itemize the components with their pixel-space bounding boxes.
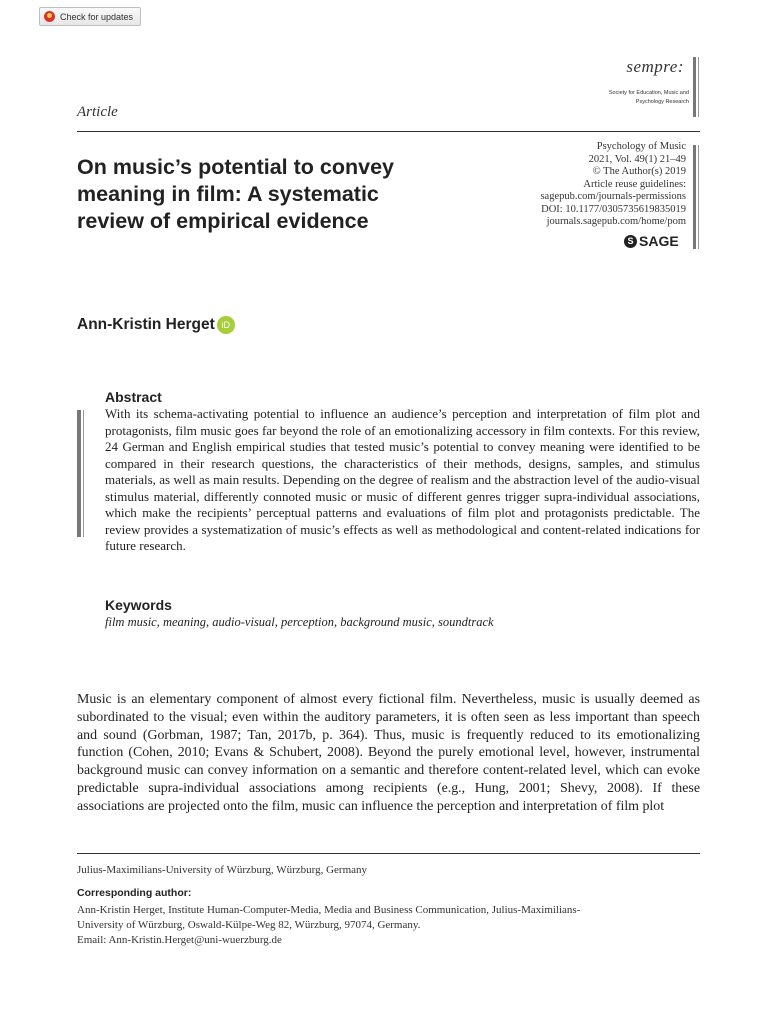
- author-name: Ann-Kristin Herget: [77, 316, 215, 333]
- doi[interactable]: DOI: 10.1177/0305735619835019: [541, 203, 686, 215]
- reuse-guidelines: Article reuse guidelines:: [583, 178, 686, 190]
- corresponding-heading: Corresponding author:: [77, 887, 192, 899]
- decorative-bar: [693, 57, 696, 117]
- orcid-icon[interactable]: iD: [217, 316, 235, 334]
- paper-title: On music’s potential to convey meaning in film: A systematic review of empirical evidence: [77, 155, 394, 233]
- corresponding-email[interactable]: Email: Ann-Kristin.Herget@uni-wuerzburg.de: [77, 934, 282, 946]
- journal-homepage-link[interactable]: journals.sagepub.com/home/pom: [546, 216, 686, 227]
- decorative-bar-thin: [698, 145, 699, 249]
- decorative-bar: [693, 145, 696, 249]
- article-type: Article: [77, 104, 118, 120]
- abstract-bar: [77, 410, 81, 537]
- society-name: Society for Education, Music and Psychology Research: [608, 90, 689, 105]
- journal-volume: 2021, Vol. 49(1) 21–49: [588, 153, 686, 165]
- abstract-bar-thin: [83, 410, 84, 537]
- sempre-logo: sempre:: [626, 57, 684, 76]
- abstract-text: With its schema-activating potential to influence an audience’s perception and interpretation of film plot and protagonists, film music goes far beyond the role of an emotionalizing accessory in film contexts. For this review, 24 German and English empirical studies that tested music’s potential to convey meaning were identified to be compared in their research questions, the characteristics of their methods, designs, samples, and stimulus materials, as well as main results. Depending on the degree of realism and the abstraction level of the audio-visual stimulus material, differently connoted music or music of different genres trigger supra-individual associations, which make the recipients’ perceptual patterns and evaluations of film plot and protagonists predictable. The review provides a systematization of music’s effects as well as methodological and content-related indications for future research.: [105, 406, 700, 553]
- header-rule: [77, 131, 700, 132]
- affiliation: Julius-Maximilians-University of Würzburg, Würzburg, Germany: [77, 864, 368, 876]
- body-paragraph: Music is an elementary component of almost every fictional film. Nevertheless, music is usually deemed as subordinated to the visual; even within the auditory parameters, it is often seen as less important than speech and sound (Gorbman, 1987; Tan, 2017b, p. 364). Thus, music is frequently reduced to its emotionalizing function (Cohen, 2010; Evans & Schubert, 2008). Beyond the purely emotional level, however, instrumental background music can convey information on a semantic and therefore content-related level, which can evoke predictable supra-individual associations among recipients (e.g., Hung, 2001; Shevy, 2008). If these associations are projected onto the film, music can influence the perception and interpretation of film plot: [77, 692, 700, 814]
- author: [77, 316, 235, 334]
- copyright: © The Author(s) 2019: [592, 166, 686, 177]
- check-for-updates-button[interactable]: [39, 7, 141, 26]
- sage-logo: [624, 233, 679, 249]
- journal-info: [540, 141, 686, 229]
- abstract-heading: Abstract: [105, 389, 162, 405]
- decorative-bar-thin: [698, 57, 699, 117]
- sage-s-icon: S: [624, 235, 637, 248]
- corresponding-line: Ann-Kristin Herget, Institute Human-Computer-Media, Media and Business Communication, Julius-Maximilians-: [77, 904, 581, 916]
- permissions-link[interactable]: sagepub.com/journals-permissions: [540, 191, 686, 202]
- keywords-heading: Keywords: [105, 597, 172, 613]
- keywords-text: film music, meaning, audio-visual, perception, background music, soundtrack: [105, 615, 494, 629]
- corresponding-line: University of Würzburg, Oswald-Külpe-Weg 82, Würzburg, 97074, Germany.: [77, 919, 421, 931]
- check-for-updates-label: Check for updates: [60, 11, 134, 22]
- sage-logo-text: SAGE: [639, 233, 679, 249]
- footer-rule: [77, 853, 700, 854]
- crossmark-icon: [44, 11, 55, 22]
- journal-name: Psychology of Music: [596, 141, 686, 152]
- corresponding-author: [77, 903, 697, 948]
